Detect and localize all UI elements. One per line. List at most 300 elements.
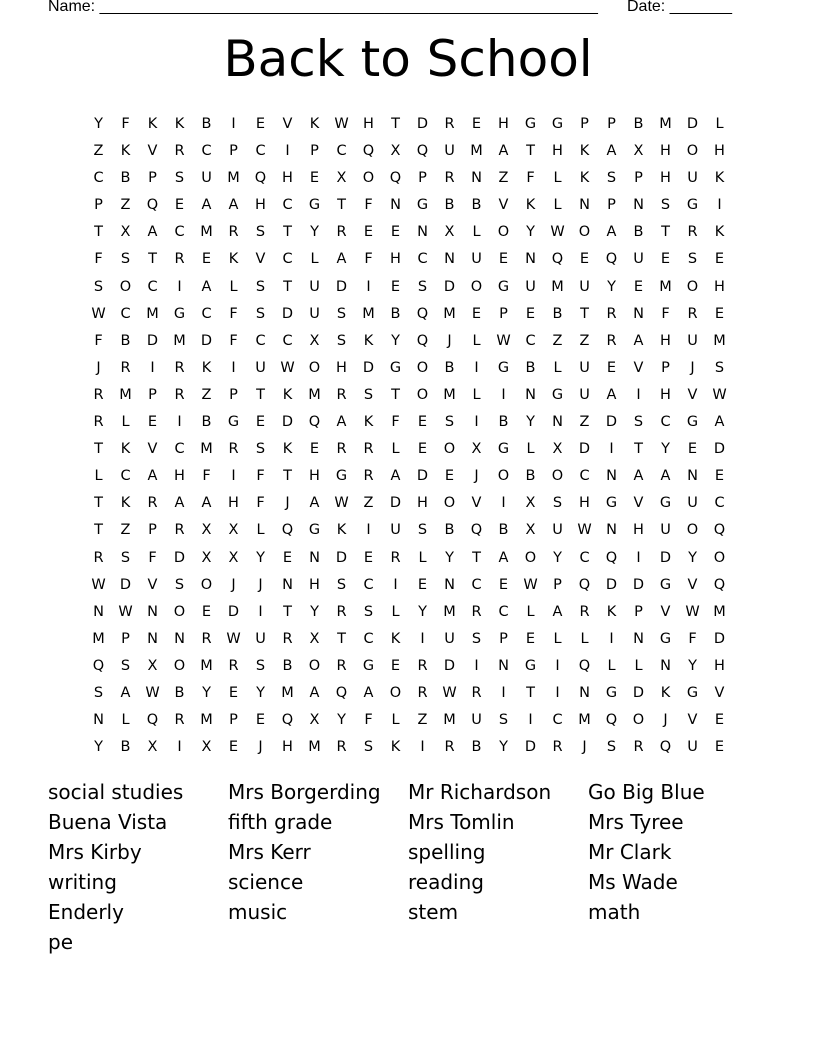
- grid-letter[interactable]: L: [553, 197, 562, 214]
- grid-letter[interactable]: C: [174, 441, 185, 458]
- grid-letter[interactable]: R: [336, 603, 347, 620]
- grid-letter[interactable]: F: [94, 251, 103, 268]
- grid-letter[interactable]: R: [363, 468, 374, 485]
- grid-letter[interactable]: U: [687, 332, 698, 349]
- grid-letter[interactable]: S: [471, 630, 482, 647]
- grid-letter[interactable]: W: [226, 630, 241, 647]
- grid-letter[interactable]: N: [525, 251, 536, 268]
- grid-letter[interactable]: Q: [281, 712, 294, 729]
- grid-letter[interactable]: R: [552, 739, 563, 756]
- grid-letter[interactable]: U: [579, 386, 590, 403]
- grid-letter[interactable]: Q: [551, 251, 564, 268]
- grid-letter[interactable]: H: [498, 116, 509, 132]
- grid-letter[interactable]: K: [282, 441, 293, 458]
- grid-letter[interactable]: S: [120, 251, 131, 268]
- grid-letter[interactable]: K: [390, 739, 401, 756]
- grid-letter[interactable]: A: [390, 468, 401, 485]
- grid-letter[interactable]: T: [391, 116, 400, 132]
- grid-letter[interactable]: O: [551, 468, 564, 485]
- grid-letter[interactable]: P: [418, 170, 427, 187]
- grid-letter[interactable]: N: [147, 630, 158, 647]
- grid-letter[interactable]: G: [659, 495, 672, 512]
- grid-letter[interactable]: B: [552, 305, 563, 322]
- grid-letter[interactable]: I: [636, 549, 641, 566]
- grid-letter[interactable]: G: [173, 305, 186, 322]
- grid-letter[interactable]: W: [334, 495, 349, 512]
- grid-letter[interactable]: P: [499, 630, 508, 647]
- grid-letter[interactable]: R: [174, 251, 185, 268]
- grid-letter[interactable]: D: [443, 657, 456, 674]
- grid-letter[interactable]: K: [714, 224, 725, 241]
- grid-letter[interactable]: R: [336, 441, 347, 458]
- grid-letter[interactable]: B: [498, 414, 509, 431]
- grid-letter[interactable]: F: [526, 170, 535, 187]
- grid-letter[interactable]: M: [119, 386, 132, 403]
- grid-letter[interactable]: Y: [310, 224, 319, 241]
- grid-letter[interactable]: A: [498, 549, 509, 566]
- grid-letter[interactable]: Z: [120, 522, 131, 539]
- grid-letter[interactable]: O: [308, 657, 321, 674]
- grid-letter[interactable]: U: [525, 278, 536, 295]
- grid-letter[interactable]: P: [229, 712, 238, 729]
- grid-letter[interactable]: O: [443, 495, 456, 512]
- grid-letter[interactable]: O: [416, 359, 429, 376]
- grid-letter[interactable]: E: [390, 657, 401, 674]
- grid-letter[interactable]: U: [255, 359, 266, 376]
- grid-letter[interactable]: E: [228, 684, 239, 701]
- grid-letter[interactable]: C: [201, 305, 212, 322]
- grid-letter[interactable]: K: [579, 170, 590, 187]
- grid-letter[interactable]: A: [309, 684, 320, 701]
- grid-letter[interactable]: Q: [146, 197, 159, 214]
- grid-letter[interactable]: M: [578, 712, 591, 729]
- grid-letter[interactable]: D: [416, 116, 429, 132]
- grid-letter[interactable]: M: [470, 143, 483, 160]
- grid-letter[interactable]: T: [94, 495, 103, 512]
- grid-letter[interactable]: A: [660, 468, 671, 485]
- grid-letter[interactable]: R: [93, 414, 104, 431]
- grid-letter[interactable]: L: [553, 630, 562, 647]
- grid-letter[interactable]: G: [686, 414, 699, 431]
- grid-letter[interactable]: C: [201, 143, 212, 160]
- grid-letter[interactable]: D: [686, 116, 699, 132]
- grid-letter[interactable]: Z: [498, 170, 509, 187]
- grid-letter[interactable]: I: [231, 468, 236, 485]
- grid-letter[interactable]: U: [687, 739, 698, 756]
- grid-letter[interactable]: I: [393, 576, 398, 593]
- grid-letter[interactable]: X: [633, 143, 644, 160]
- grid-letter[interactable]: H: [660, 332, 671, 349]
- grid-letter[interactable]: W: [550, 224, 565, 241]
- grid-letter[interactable]: M: [146, 305, 159, 322]
- grid-letter[interactable]: Y: [499, 739, 508, 756]
- grid-letter[interactable]: T: [94, 522, 103, 539]
- grid-letter[interactable]: D: [362, 359, 375, 376]
- grid-letter[interactable]: S: [606, 170, 617, 187]
- grid-letter[interactable]: S: [120, 549, 131, 566]
- grid-letter[interactable]: K: [579, 143, 590, 160]
- grid-letter[interactable]: R: [579, 603, 590, 620]
- grid-letter[interactable]: S: [255, 278, 266, 295]
- grid-letter[interactable]: R: [174, 522, 185, 539]
- grid-letter[interactable]: A: [147, 224, 158, 241]
- grid-letter[interactable]: Y: [337, 712, 346, 729]
- grid-letter[interactable]: A: [228, 197, 239, 214]
- grid-letter[interactable]: R: [174, 359, 185, 376]
- grid-letter[interactable]: N: [444, 576, 455, 593]
- grid-letter[interactable]: R: [606, 305, 617, 322]
- grid-letter[interactable]: H: [660, 386, 671, 403]
- grid-letter[interactable]: C: [93, 170, 104, 187]
- grid-letter[interactable]: K: [714, 170, 725, 187]
- grid-letter[interactable]: J: [231, 576, 236, 593]
- grid-letter[interactable]: F: [202, 468, 211, 485]
- grid-letter[interactable]: I: [474, 414, 479, 431]
- grid-letter[interactable]: G: [686, 684, 699, 701]
- grid-letter[interactable]: O: [200, 576, 213, 593]
- grid-letter[interactable]: X: [552, 441, 563, 458]
- grid-letter[interactable]: J: [258, 739, 263, 756]
- grid-letter[interactable]: M: [551, 278, 564, 295]
- grid-letter[interactable]: O: [686, 522, 699, 539]
- grid-letter[interactable]: U: [687, 170, 698, 187]
- grid-letter[interactable]: M: [443, 305, 456, 322]
- grid-letter[interactable]: B: [471, 197, 482, 214]
- grid-letter[interactable]: G: [416, 197, 429, 214]
- grid-letter[interactable]: A: [633, 468, 644, 485]
- grid-letter[interactable]: H: [255, 197, 266, 214]
- grid-letter[interactable]: B: [201, 116, 212, 132]
- grid-letter[interactable]: E: [363, 224, 374, 241]
- grid-letter[interactable]: C: [660, 414, 671, 431]
- grid-letter[interactable]: A: [120, 684, 131, 701]
- grid-letter[interactable]: V: [687, 386, 698, 403]
- grid-letter[interactable]: V: [147, 576, 158, 593]
- grid-letter[interactable]: M: [92, 630, 105, 647]
- grid-letter[interactable]: E: [147, 414, 158, 431]
- grid-letter[interactable]: P: [229, 143, 238, 160]
- grid-letter[interactable]: U: [309, 305, 320, 322]
- grid-letter[interactable]: W: [118, 603, 133, 620]
- grid-letter[interactable]: E: [471, 305, 482, 322]
- grid-letter[interactable]: R: [93, 386, 104, 403]
- grid-letter[interactable]: J: [474, 468, 479, 485]
- grid-letter[interactable]: P: [580, 116, 589, 132]
- grid-letter[interactable]: G: [308, 522, 321, 539]
- grid-letter[interactable]: T: [634, 441, 643, 458]
- grid-letter[interactable]: C: [120, 305, 131, 322]
- grid-letter[interactable]: R: [444, 739, 455, 756]
- grid-letter[interactable]: V: [714, 684, 725, 701]
- grid-letter[interactable]: B: [174, 684, 185, 701]
- grid-letter[interactable]: R: [363, 441, 374, 458]
- grid-letter[interactable]: O: [470, 278, 483, 295]
- grid-letter[interactable]: L: [310, 251, 319, 268]
- grid-letter[interactable]: I: [258, 603, 263, 620]
- grid-letter[interactable]: E: [444, 468, 455, 485]
- grid-letter[interactable]: B: [282, 657, 293, 674]
- grid-letter[interactable]: K: [147, 116, 158, 132]
- grid-letter[interactable]: A: [309, 495, 320, 512]
- grid-letter[interactable]: A: [147, 468, 158, 485]
- grid-letter[interactable]: I: [717, 197, 722, 214]
- grid-letter[interactable]: Y: [661, 441, 670, 458]
- grid-letter[interactable]: O: [686, 143, 699, 160]
- grid-letter[interactable]: F: [391, 414, 400, 431]
- grid-letter[interactable]: S: [336, 576, 347, 593]
- grid-letter[interactable]: S: [660, 197, 671, 214]
- grid-letter[interactable]: F: [121, 116, 130, 132]
- grid-letter[interactable]: A: [201, 495, 212, 512]
- grid-letter[interactable]: L: [94, 468, 103, 485]
- grid-letter[interactable]: V: [498, 197, 509, 214]
- grid-letter[interactable]: F: [364, 712, 373, 729]
- grid-letter[interactable]: R: [228, 224, 239, 241]
- grid-letter[interactable]: M: [200, 712, 213, 729]
- grid-letter[interactable]: Y: [553, 549, 562, 566]
- grid-letter[interactable]: Q: [254, 170, 267, 187]
- grid-letter[interactable]: L: [607, 657, 616, 674]
- grid-letter[interactable]: D: [578, 441, 591, 458]
- grid-letter[interactable]: U: [201, 170, 212, 187]
- grid-letter[interactable]: H: [417, 495, 428, 512]
- grid-letter[interactable]: D: [713, 630, 726, 647]
- grid-letter[interactable]: C: [363, 576, 374, 593]
- grid-letter[interactable]: X: [390, 143, 401, 160]
- grid-letter[interactable]: R: [444, 170, 455, 187]
- grid-letter[interactable]: S: [444, 414, 455, 431]
- grid-letter[interactable]: Y: [445, 549, 454, 566]
- grid-letter[interactable]: T: [148, 251, 157, 268]
- grid-letter[interactable]: H: [282, 170, 293, 187]
- grid-letter[interactable]: X: [147, 739, 158, 756]
- grid-letter[interactable]: I: [420, 630, 425, 647]
- grid-letter[interactable]: N: [660, 657, 671, 674]
- grid-letter[interactable]: Y: [526, 224, 535, 241]
- grid-letter[interactable]: L: [553, 170, 562, 187]
- grid-letter[interactable]: C: [714, 495, 725, 512]
- grid-letter[interactable]: N: [309, 549, 320, 566]
- grid-letter[interactable]: W: [523, 576, 538, 593]
- grid-letter[interactable]: I: [231, 116, 236, 132]
- grid-letter[interactable]: L: [526, 603, 535, 620]
- grid-letter[interactable]: E: [525, 630, 536, 647]
- grid-letter[interactable]: Q: [146, 712, 159, 729]
- grid-letter[interactable]: I: [474, 359, 479, 376]
- grid-letter[interactable]: O: [173, 657, 186, 674]
- grid-letter[interactable]: C: [336, 143, 347, 160]
- grid-letter[interactable]: T: [337, 630, 346, 647]
- grid-letter[interactable]: S: [552, 495, 563, 512]
- grid-letter[interactable]: E: [417, 441, 428, 458]
- grid-letter[interactable]: Y: [418, 603, 427, 620]
- grid-letter[interactable]: Q: [470, 522, 483, 539]
- grid-letter[interactable]: C: [174, 224, 185, 241]
- grid-letter[interactable]: E: [498, 576, 509, 593]
- grid-letter[interactable]: F: [364, 251, 373, 268]
- grid-letter[interactable]: Y: [391, 332, 400, 349]
- grid-letter[interactable]: L: [526, 441, 535, 458]
- grid-letter[interactable]: E: [525, 305, 536, 322]
- grid-letter[interactable]: M: [443, 712, 456, 729]
- grid-letter[interactable]: H: [282, 739, 293, 756]
- grid-letter[interactable]: F: [229, 332, 238, 349]
- grid-letter[interactable]: K: [228, 251, 239, 268]
- grid-letter[interactable]: G: [551, 116, 564, 132]
- grid-letter[interactable]: Y: [94, 116, 103, 132]
- grid-letter[interactable]: E: [687, 441, 698, 458]
- grid-letter[interactable]: D: [389, 495, 402, 512]
- grid-letter[interactable]: Q: [713, 576, 726, 593]
- grid-letter[interactable]: O: [389, 684, 402, 701]
- grid-letter[interactable]: O: [443, 441, 456, 458]
- grid-letter[interactable]: M: [659, 116, 672, 132]
- grid-letter[interactable]: N: [606, 468, 617, 485]
- grid-letter[interactable]: H: [174, 468, 185, 485]
- grid-letter[interactable]: G: [227, 414, 240, 431]
- grid-letter[interactable]: J: [447, 332, 452, 349]
- grid-letter[interactable]: W: [280, 359, 295, 376]
- grid-letter[interactable]: P: [94, 197, 103, 214]
- grid-letter[interactable]: G: [524, 116, 537, 132]
- grid-letter[interactable]: I: [474, 657, 479, 674]
- grid-letter[interactable]: T: [283, 224, 292, 241]
- grid-letter[interactable]: R: [228, 441, 239, 458]
- grid-letter[interactable]: U: [309, 278, 320, 295]
- grid-letter[interactable]: O: [173, 603, 186, 620]
- grid-letter[interactable]: U: [390, 522, 401, 539]
- grid-letter[interactable]: E: [579, 251, 590, 268]
- grid-letter[interactable]: E: [714, 712, 725, 729]
- grid-letter[interactable]: J: [285, 495, 290, 512]
- grid-letter[interactable]: B: [444, 359, 455, 376]
- grid-letter[interactable]: O: [362, 170, 375, 187]
- grid-letter[interactable]: C: [579, 549, 590, 566]
- grid-letter[interactable]: A: [552, 603, 563, 620]
- grid-letter[interactable]: G: [497, 359, 510, 376]
- grid-letter[interactable]: N: [633, 197, 644, 214]
- grid-letter[interactable]: K: [120, 495, 131, 512]
- grid-letter[interactable]: H: [633, 522, 644, 539]
- grid-letter[interactable]: K: [336, 522, 347, 539]
- grid-letter[interactable]: S: [363, 739, 374, 756]
- grid-letter[interactable]: Q: [416, 332, 429, 349]
- grid-letter[interactable]: A: [336, 251, 347, 268]
- grid-letter[interactable]: E: [228, 739, 239, 756]
- grid-letter[interactable]: Q: [308, 414, 321, 431]
- grid-letter[interactable]: K: [606, 603, 617, 620]
- grid-letter[interactable]: V: [471, 495, 482, 512]
- grid-letter[interactable]: U: [687, 495, 698, 512]
- grid-letter[interactable]: S: [417, 278, 428, 295]
- grid-letter[interactable]: D: [146, 332, 159, 349]
- grid-letter[interactable]: I: [555, 657, 560, 674]
- grid-letter[interactable]: R: [120, 359, 131, 376]
- grid-letter[interactable]: Z: [120, 197, 131, 214]
- grid-letter[interactable]: R: [444, 116, 455, 132]
- grid-letter[interactable]: E: [660, 251, 671, 268]
- grid-letter[interactable]: A: [336, 414, 347, 431]
- grid-letter[interactable]: L: [472, 224, 481, 241]
- grid-letter[interactable]: C: [255, 332, 266, 349]
- grid-letter[interactable]: O: [713, 549, 726, 566]
- grid-letter[interactable]: T: [94, 441, 103, 458]
- grid-letter[interactable]: E: [309, 441, 320, 458]
- grid-letter[interactable]: J: [690, 359, 695, 376]
- grid-letter[interactable]: E: [309, 170, 320, 187]
- grid-letter[interactable]: C: [255, 143, 266, 160]
- grid-letter[interactable]: G: [497, 278, 510, 295]
- grid-letter[interactable]: B: [444, 522, 455, 539]
- grid-letter[interactable]: H: [336, 359, 347, 376]
- grid-letter[interactable]: Q: [659, 739, 672, 756]
- grid-letter[interactable]: V: [282, 116, 293, 132]
- grid-letter[interactable]: D: [119, 576, 132, 593]
- grid-letter[interactable]: L: [256, 522, 265, 539]
- grid-letter[interactable]: I: [177, 739, 182, 756]
- grid-letter[interactable]: P: [634, 603, 643, 620]
- grid-letter[interactable]: R: [201, 630, 212, 647]
- grid-letter[interactable]: L: [121, 712, 130, 729]
- grid-letter[interactable]: R: [687, 224, 698, 241]
- grid-letter[interactable]: I: [285, 143, 290, 160]
- grid-letter[interactable]: L: [418, 549, 427, 566]
- grid-letter[interactable]: T: [526, 143, 535, 160]
- grid-letter[interactable]: F: [364, 197, 373, 214]
- grid-letter[interactable]: S: [714, 359, 725, 376]
- grid-letter[interactable]: H: [228, 495, 239, 512]
- grid-letter[interactable]: V: [255, 251, 266, 268]
- grid-letter[interactable]: I: [501, 684, 506, 701]
- grid-letter[interactable]: W: [442, 684, 457, 701]
- grid-letter[interactable]: W: [91, 576, 106, 593]
- grid-letter[interactable]: E: [255, 116, 266, 132]
- grid-letter[interactable]: N: [93, 603, 104, 620]
- grid-letter[interactable]: G: [389, 359, 402, 376]
- grid-letter[interactable]: P: [607, 116, 616, 132]
- grid-letter[interactable]: F: [94, 332, 103, 349]
- grid-letter[interactable]: W: [712, 386, 727, 403]
- grid-letter[interactable]: E: [282, 549, 293, 566]
- grid-letter[interactable]: D: [443, 278, 456, 295]
- grid-letter[interactable]: E: [363, 549, 374, 566]
- grid-letter[interactable]: Q: [389, 170, 402, 187]
- grid-letter[interactable]: Y: [256, 684, 265, 701]
- grid-letter[interactable]: T: [256, 386, 265, 403]
- grid-letter[interactable]: D: [416, 468, 429, 485]
- grid-letter[interactable]: I: [420, 739, 425, 756]
- grid-letter[interactable]: P: [229, 386, 238, 403]
- grid-letter[interactable]: P: [661, 359, 670, 376]
- grid-letter[interactable]: G: [497, 441, 510, 458]
- grid-letter[interactable]: D: [605, 576, 618, 593]
- grid-letter[interactable]: R: [633, 739, 644, 756]
- grid-letter[interactable]: J: [663, 712, 668, 729]
- grid-letter[interactable]: C: [282, 197, 293, 214]
- grid-letter[interactable]: J: [582, 739, 587, 756]
- grid-letter[interactable]: B: [498, 522, 509, 539]
- grid-letter[interactable]: K: [660, 684, 671, 701]
- grid-letter[interactable]: S: [93, 684, 104, 701]
- grid-letter[interactable]: D: [335, 549, 348, 566]
- grid-letter[interactable]: B: [633, 116, 644, 132]
- grid-letter[interactable]: Q: [578, 657, 591, 674]
- grid-letter[interactable]: I: [501, 386, 506, 403]
- grid-letter[interactable]: F: [229, 305, 238, 322]
- grid-letter[interactable]: R: [471, 684, 482, 701]
- grid-letter[interactable]: S: [498, 712, 509, 729]
- grid-letter[interactable]: E: [201, 603, 212, 620]
